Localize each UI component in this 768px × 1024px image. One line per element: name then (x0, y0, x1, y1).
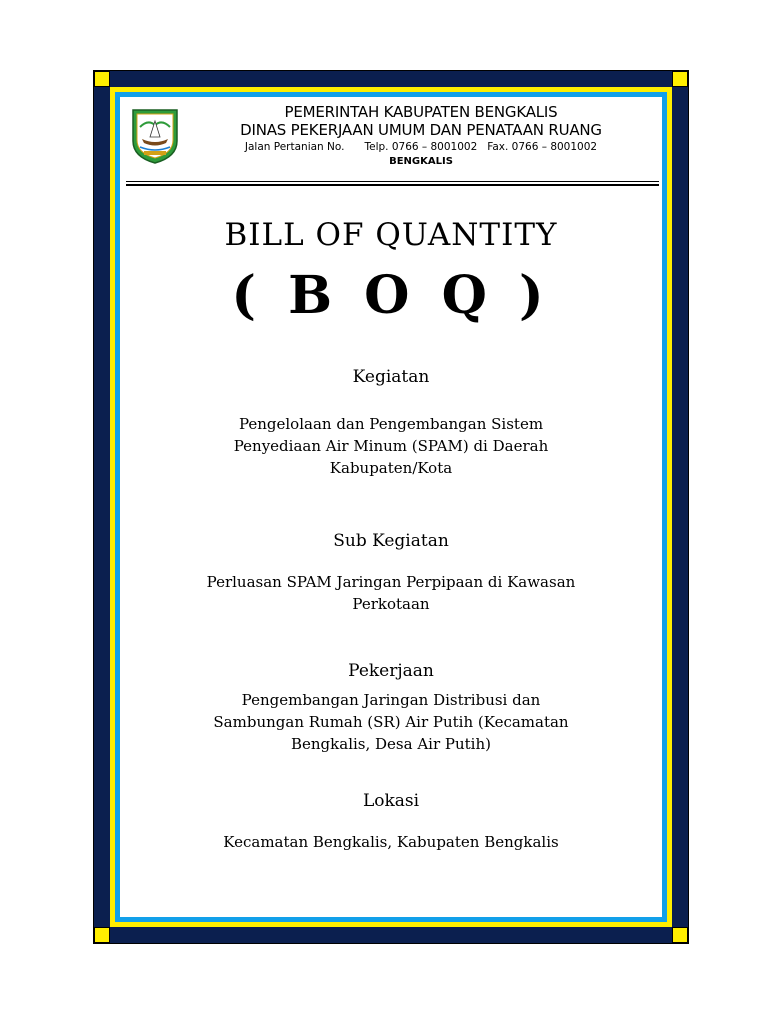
corner-square (672, 71, 688, 87)
cover-page (120, 97, 662, 917)
section-line: Kecamatan Bengkalis, Kabupaten Bengkalis (223, 833, 559, 851)
corner-square (672, 927, 688, 943)
section-line: Pengelolaan dan Pengembangan Sistem (238, 415, 544, 433)
section-kegiatan (140, 367, 642, 479)
cover-frame (93, 70, 689, 944)
header-divider-thick (126, 184, 659, 186)
section-label: Pekerjaan (348, 661, 434, 681)
section-label: Kegiatan (352, 367, 430, 387)
section-label: Lokasi (362, 791, 420, 811)
document-subtitle: ( B O Q ) (231, 265, 551, 326)
section-label: Sub Kegiatan (333, 531, 449, 551)
document-title: BILL OF QUANTITY (224, 217, 558, 253)
frame-blue-border (115, 92, 667, 922)
section-line: Penyediaan Air Minum (SPAM) di Daerah (233, 437, 549, 455)
section-lokasi (140, 791, 642, 853)
frame-yellow-border (110, 87, 672, 927)
section-line: Perkotaan (352, 595, 430, 613)
corner-square (94, 927, 110, 943)
section-sub-kegiatan (140, 531, 642, 615)
header-divider (126, 181, 659, 182)
corner-square (94, 71, 110, 87)
agency-name: PEMERINTAH KABUPATEN BENGKALIS (284, 103, 558, 121)
department-name: DINAS PEKERJAAN UMUM DAN PENATAAN RUANG (240, 121, 602, 139)
bengkalis-emblem-icon (130, 107, 180, 165)
section-line: Bengkalis, Desa Air Putih) (291, 735, 491, 753)
section-line: Kabupaten/Kota (329, 459, 453, 477)
city-line: BENGKALIS (389, 156, 453, 167)
section-line: Perluasan SPAM Jaringan Perpipaan di Kawasan (206, 573, 576, 591)
section-line: Pengembangan Jaringan Distribusi dan (241, 691, 541, 709)
address-line: Jalan Pertanian No. Telp. 0766 – 8001002 Fax. 0766 – 8001002 (244, 141, 598, 153)
section-pekerjaan (140, 661, 642, 755)
letterhead (120, 97, 662, 179)
section-line: Sambungan Rumah (SR) Air Putih (Kecamatan (213, 713, 569, 731)
